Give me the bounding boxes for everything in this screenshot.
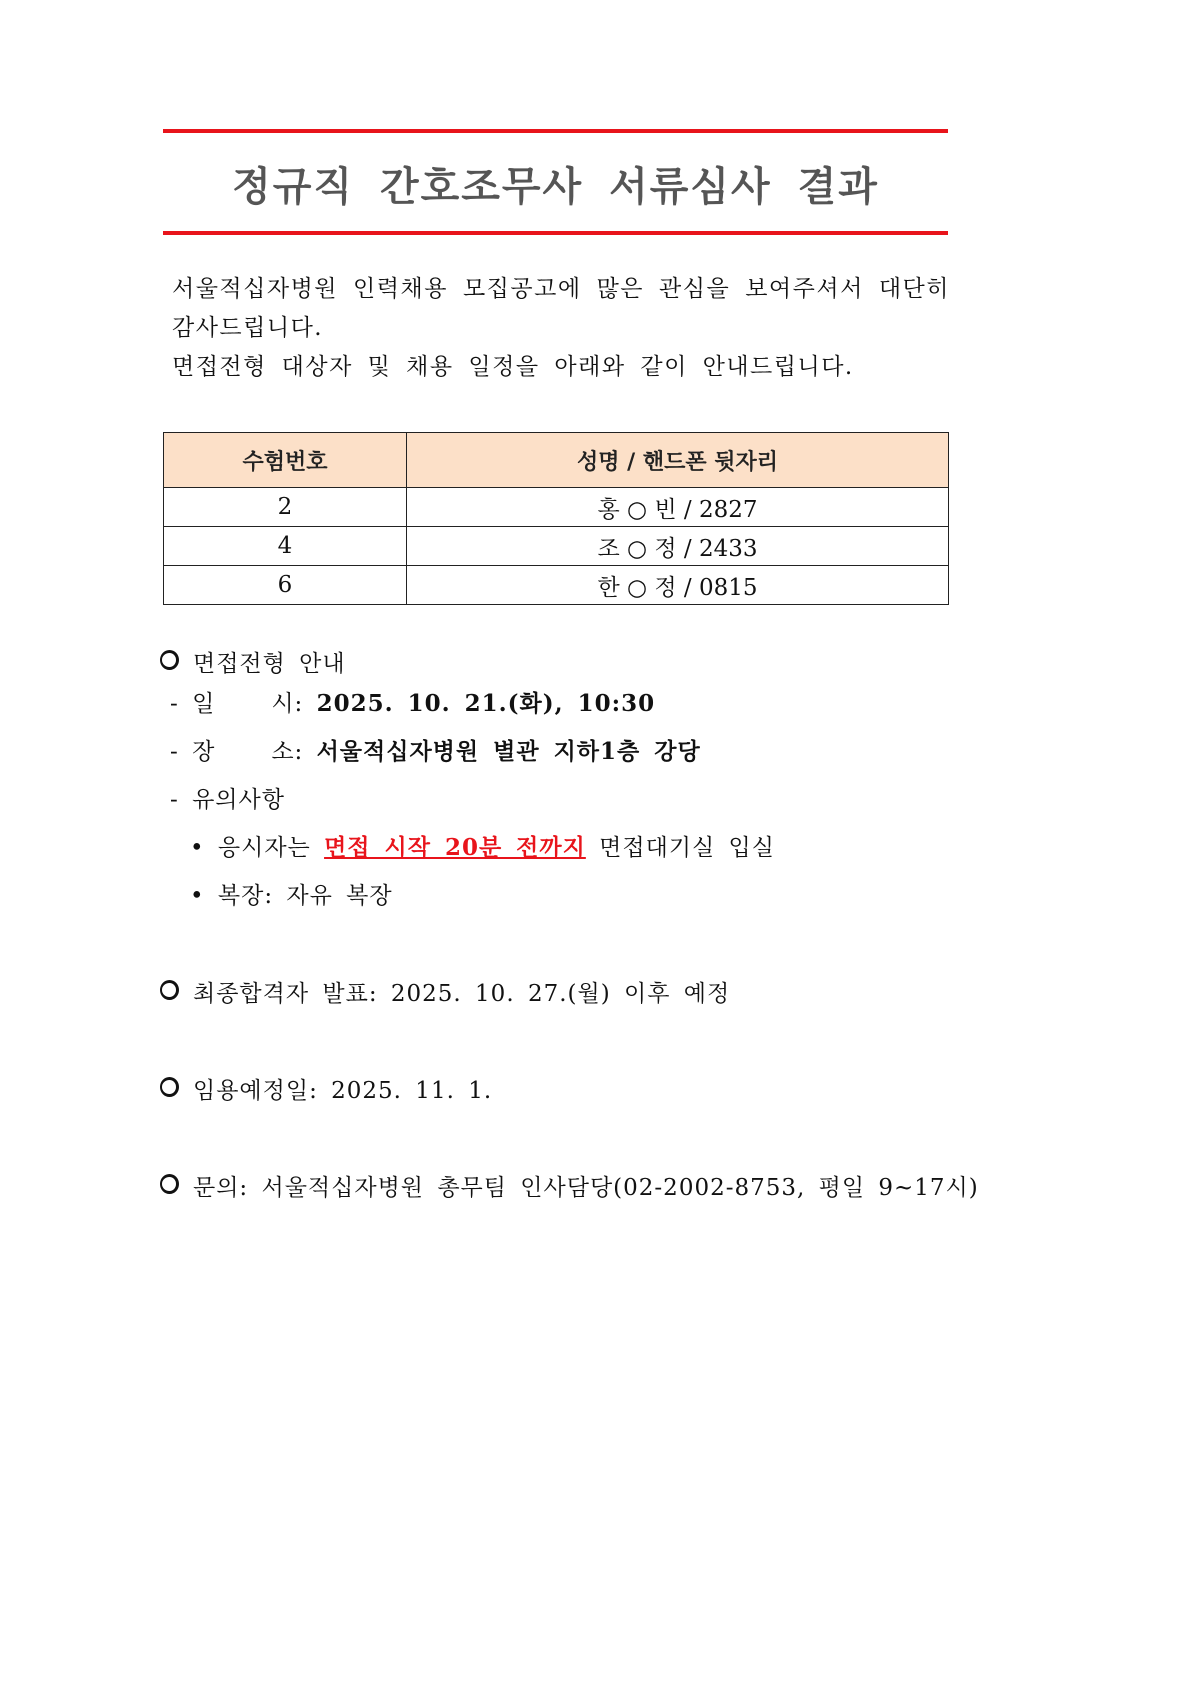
note-dress-code: • 복장: 자유 복장 <box>190 883 393 909</box>
interview-heading-text: 면접전형 안내 <box>193 651 346 677</box>
title-top-rule <box>163 129 948 133</box>
start-date <box>160 1072 492 1105</box>
note-arrival-prefix: • 응시자는 <box>190 835 325 861</box>
place-label: - 장 <box>170 739 216 765</box>
page-title: 정규직 간호조무사 서류심사 결과 <box>232 164 879 210</box>
circle-bullet-icon <box>160 650 179 670</box>
intro-text <box>172 270 950 387</box>
table-header-row <box>164 433 949 488</box>
final-announcement <box>160 975 730 1008</box>
cell-name-phone: 한 ○ 정 / 0815 <box>407 566 949 605</box>
intro-paragraph-2: 면접전형 대상자 및 채용 일정을 아래와 같이 안내드립니다. <box>172 354 854 380</box>
interview-place-value: 서울적십자병원 별관 지하1층 강당 <box>316 738 701 765</box>
header-name-phone: 성명 / 핸드폰 뒷자리 <box>407 433 949 488</box>
note-arrival-suffix: 면접대기실 입실 <box>585 835 775 861</box>
circle-bullet-icon <box>160 1174 179 1194</box>
notes-heading: - 유의사항 <box>170 787 285 813</box>
header-exam-number: 수험번호 <box>164 433 407 488</box>
cell-exam-number: 2 <box>164 488 407 527</box>
table-row <box>164 488 949 527</box>
date-label: - 일 <box>170 691 216 717</box>
final-announcement-text: 최종합격자 발표: 2025. 10. 27.(월) 이후 예정 <box>193 981 731 1007</box>
intro-paragraph-1: 서울적십자병원 인력채용 모집공고에 많은 관심을 보여주셔서 대단히 감사드립니다. <box>172 276 950 341</box>
result-table <box>163 432 949 605</box>
cell-exam-number: 6 <box>164 566 407 605</box>
cell-name-phone: 조 ○ 정 / 2433 <box>407 527 949 566</box>
cell-name-phone: 홍 ○ 빈 / 2827 <box>407 488 949 527</box>
place-label-suffix: 소: <box>271 739 304 765</box>
cell-exam-number: 4 <box>164 527 407 566</box>
circle-bullet-icon <box>160 1077 179 1097</box>
interview-section-heading <box>160 645 346 678</box>
contact-info <box>160 1169 979 1202</box>
start-date-text: 임용예정일: 2025. 11. 1. <box>193 1078 493 1104</box>
interview-date-line <box>170 685 655 718</box>
interview-date-value: 2025. 10. 21.(화), 10:30 <box>316 690 656 717</box>
contact-text: 문의: 서울적십자병원 총무팀 인사담당(02-2002-8753, 평일 9~17시) <box>193 1175 979 1201</box>
note-arrival-highlight: 면접 시작 20분 전까지 <box>324 834 586 861</box>
table-row <box>164 566 949 605</box>
title-bottom-rule <box>163 231 948 235</box>
interview-place-line <box>170 733 701 766</box>
note-arrival <box>190 829 775 862</box>
date-label-suffix: 시: <box>271 691 304 717</box>
circle-bullet-icon <box>160 980 179 1000</box>
table-row <box>164 527 949 566</box>
